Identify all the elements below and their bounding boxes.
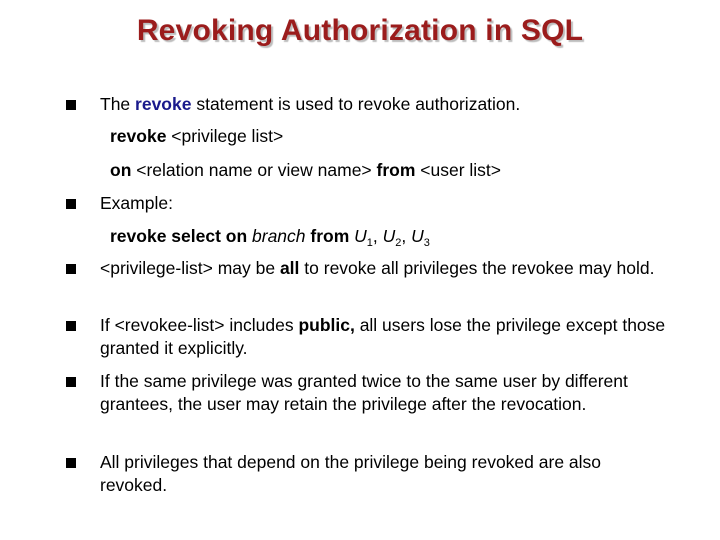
square-bullet-icon xyxy=(66,199,76,209)
text-segment: <privilege list> xyxy=(166,126,284,146)
square-bullet-icon xyxy=(66,458,76,468)
subscript: 1 xyxy=(366,237,373,249)
keyword-on: on xyxy=(110,160,132,180)
relation-name: branch xyxy=(247,226,306,246)
square-bullet-icon xyxy=(66,377,76,387)
bullet-text xyxy=(100,257,666,280)
syntax-line-1 xyxy=(110,125,283,148)
bullet-granted-twice xyxy=(66,370,666,416)
user-var: U xyxy=(382,226,396,246)
text-segment: statement is used to revoke authorization. xyxy=(191,94,521,114)
bullet-text: If the same privilege was granted twice to the same user by different grantees, the user may retain the privilege after the revocation. xyxy=(100,371,628,414)
square-bullet-icon xyxy=(66,100,76,110)
keyword-revoke: revoke xyxy=(135,94,192,114)
bullet-text xyxy=(100,314,666,360)
text-segment: all users lose the privilege except those granted it explicitly. xyxy=(100,315,666,358)
keyword-all: all xyxy=(279,258,300,278)
slide-title: Revoking Authorization in SQL xyxy=(136,14,584,47)
text-segment: If <revokee-list> includes xyxy=(100,315,299,335)
keyword-revoke: revoke xyxy=(110,126,167,146)
square-bullet-icon xyxy=(66,264,76,274)
keyword-from: from xyxy=(305,226,350,246)
subscript: 2 xyxy=(395,237,402,249)
square-bullet-icon xyxy=(66,321,76,331)
user-var: U xyxy=(354,226,367,246)
separator: , xyxy=(401,226,412,246)
keyword-from: from xyxy=(376,160,416,180)
subscript: 3 xyxy=(423,237,430,249)
text-segment: <privilege-list> may be xyxy=(100,258,280,278)
bullet-privilege-list-all xyxy=(66,257,666,280)
bullet-dependent-privileges xyxy=(66,451,666,497)
user-var: U xyxy=(411,226,424,246)
example-line xyxy=(110,225,430,255)
bullet-public xyxy=(66,314,666,360)
text-segment: to revoke all privileges the revokee may hold. xyxy=(299,258,655,278)
keyword-revoke-select-on: revoke select on xyxy=(110,226,248,246)
syntax-line-2 xyxy=(110,159,501,182)
text-segment: <user list> xyxy=(415,160,502,180)
text-segment: The xyxy=(100,94,136,114)
bullet-revoke-statement xyxy=(66,93,666,116)
bullet-text: All privileges that depend on the privilege being revoked are also revoked. xyxy=(100,452,602,495)
bullet-text xyxy=(100,93,666,116)
bullet-example xyxy=(66,192,666,215)
bullet-text: Example: xyxy=(100,193,173,213)
keyword-public: public, xyxy=(298,315,355,335)
separator: , xyxy=(372,226,383,246)
text-segment: <relation name or view name> xyxy=(131,160,377,180)
